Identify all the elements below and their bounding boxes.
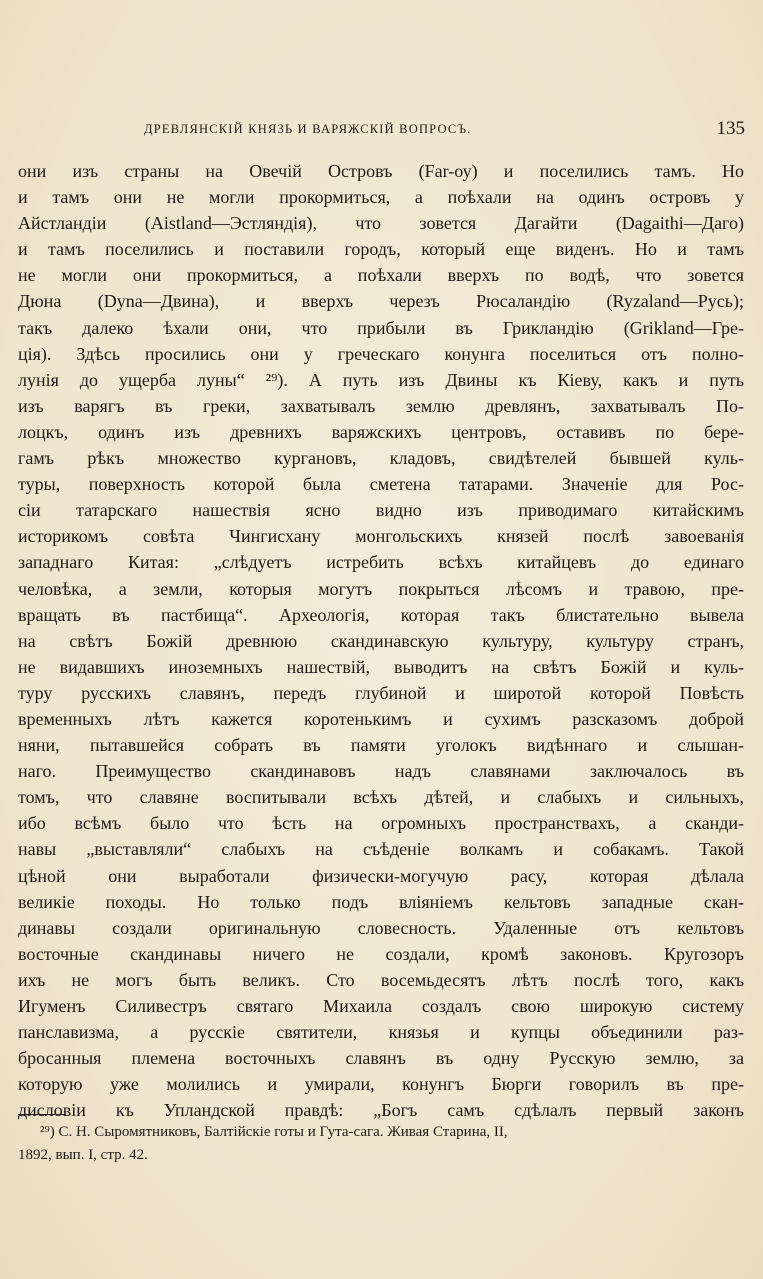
- text-line: няни, пытавшейся собрать въ памяти уголокъ видѣннаго и слышан-: [18, 735, 744, 756]
- text-line: ція). Здѣсь просились они у греческаго конунга поселиться отъ полно-: [18, 343, 744, 364]
- text-line: человѣка, а земли, которыя могутъ покрыться лѣсомъ и травою, пре-: [18, 578, 744, 599]
- text-line: ихъ не могъ быть великъ. Сто восемьдесятъ лѣтъ послѣ того, какъ: [18, 969, 744, 990]
- text-line: не видавшихъ иноземныхъ нашествій, выводитъ на свѣтъ Божій и куль-: [18, 656, 744, 677]
- text-line: панславизма, а русскіе святители, князья и купцы объединили раз-: [18, 1022, 744, 1043]
- text-line: навы „выставляли“ слабыхъ на съѣденіе волкамъ и собакамъ. Такой: [18, 839, 744, 860]
- text-line: гамъ рѣкъ множество кургановъ, кладовъ, свидѣтелей бывшей куль-: [18, 448, 744, 469]
- text-line: бросанныя племена восточныхъ славянъ въ одну Русскую землю, за: [18, 1048, 744, 1069]
- text-line: такъ далеко ѣхали они, что прибыли въ Грикландію (Grikland—Гре-: [18, 317, 744, 338]
- text-line: на свѣтъ Божій древнюю скандинавскую культуру, культуру странъ,: [18, 630, 744, 651]
- text-line: которую уже молились и умирали, конунгъ Бюрги говорилъ въ пре-: [18, 1074, 744, 1095]
- text-line: историкомъ совѣта Чингисхану монгольскихъ князей послѣ завоеванія: [18, 526, 744, 547]
- text-line: не могли они прокормиться, а поѣхали вверхъ по водѣ, что зовется: [18, 265, 744, 286]
- running-head: [18, 118, 745, 142]
- text-line: Айстландіи (Aistland—Эстляндія), что зовется Дагайти (Dagaithi—Даго): [18, 213, 744, 234]
- text-line: восточные скандинавы ничего не создали, кромѣ законовъ. Кругозоръ: [18, 943, 744, 964]
- text-line: великіе походы. Но только подъ вліяніемъ кельтовъ западные скан-: [18, 891, 744, 912]
- text-line: и тамъ поселились и поставили городъ, который еще виденъ. Но и тамъ: [18, 239, 744, 260]
- text-line: западнаго Китая: „слѣдуетъ истребить всѣхъ китайцевъ до единаго: [18, 552, 744, 573]
- text-line: наго. Преимущество скандинавовъ надъ славянами заключалось въ: [18, 761, 744, 782]
- text-line: Дюна (Dyna—Двина), и вверхъ черезъ Рюсаландію (Ryzaland—Русь);: [18, 291, 744, 312]
- body-text: [18, 158, 744, 1123]
- text-line: туры, поверхность которой была сметена татарами. Значеніе для Рос-: [18, 474, 744, 495]
- text-line: изъ варягъ въ греки, захватывалъ землю древлянъ, захватывалъ По-: [18, 395, 744, 416]
- page-number: 135: [716, 118, 745, 139]
- footnote: [18, 1121, 744, 1167]
- text-line: Игуменъ Силивестръ святаго Михаила создалъ свою широкую систему: [18, 996, 744, 1016]
- text-line: томъ, что славяне воспитывали всѣхъ дѣтей, и слабыхъ и сильныхъ,: [18, 787, 744, 808]
- footnote-line: 1892, вып. I, стр. 42.: [18, 1147, 148, 1163]
- footnote-line: ²⁹) С. Н. Сыромятниковъ, Балтійскіе готы и Гута-сага. Живая Старина, II,: [40, 1124, 508, 1140]
- text-line: туру русскихъ славянъ, передъ глубиной и широтой которой Повѣсть: [18, 682, 744, 703]
- text-line: динавы создали оригинальную словесность. Удаленные отъ кельтовъ: [18, 917, 744, 938]
- text-line: они изъ страны на Овечій Островъ (Far-оу) и поселились тамъ. Но: [18, 161, 744, 181]
- text-line: лоцкъ, одинъ изъ древнихъ варяжскихъ центровъ, оставивъ по бере-: [18, 421, 744, 442]
- footnote-rule: [18, 1114, 66, 1115]
- text-line: и тамъ они не могли прокормиться, а поѣхали на одинъ островъ у: [18, 187, 744, 208]
- text-line: ибо всѣмъ было что ѣсть на огромныхъ пространствахъ, а сканди-: [18, 813, 744, 834]
- text-line: цѣной они выработали физически-могучую расу, которая дѣлала: [18, 865, 744, 886]
- text-line: временныхъ лѣтъ кажется коротенькимъ и сухимъ разсказомъ доброй: [18, 708, 744, 729]
- text-line: сіи татарскаго нашествія ясно видно изъ приводимаго китайскимъ: [18, 500, 744, 521]
- text-line: вращать въ пастбища“. Археологія, которая такъ блистательно вывела: [18, 604, 744, 625]
- text-line: лунія до ущерба луны“ ²⁹). А путь изъ Двины къ Кіеву, какъ и путь: [18, 369, 744, 390]
- text-line: дисловіи къ Упландской правдѣ: „Богъ самъ сдѣлалъ первый законъ: [18, 1100, 744, 1121]
- running-title: ДРЕВЛЯНСКІЙ КНЯЗЬ И ВАРЯЖСКІЙ ВОПРОСЪ.: [144, 122, 472, 136]
